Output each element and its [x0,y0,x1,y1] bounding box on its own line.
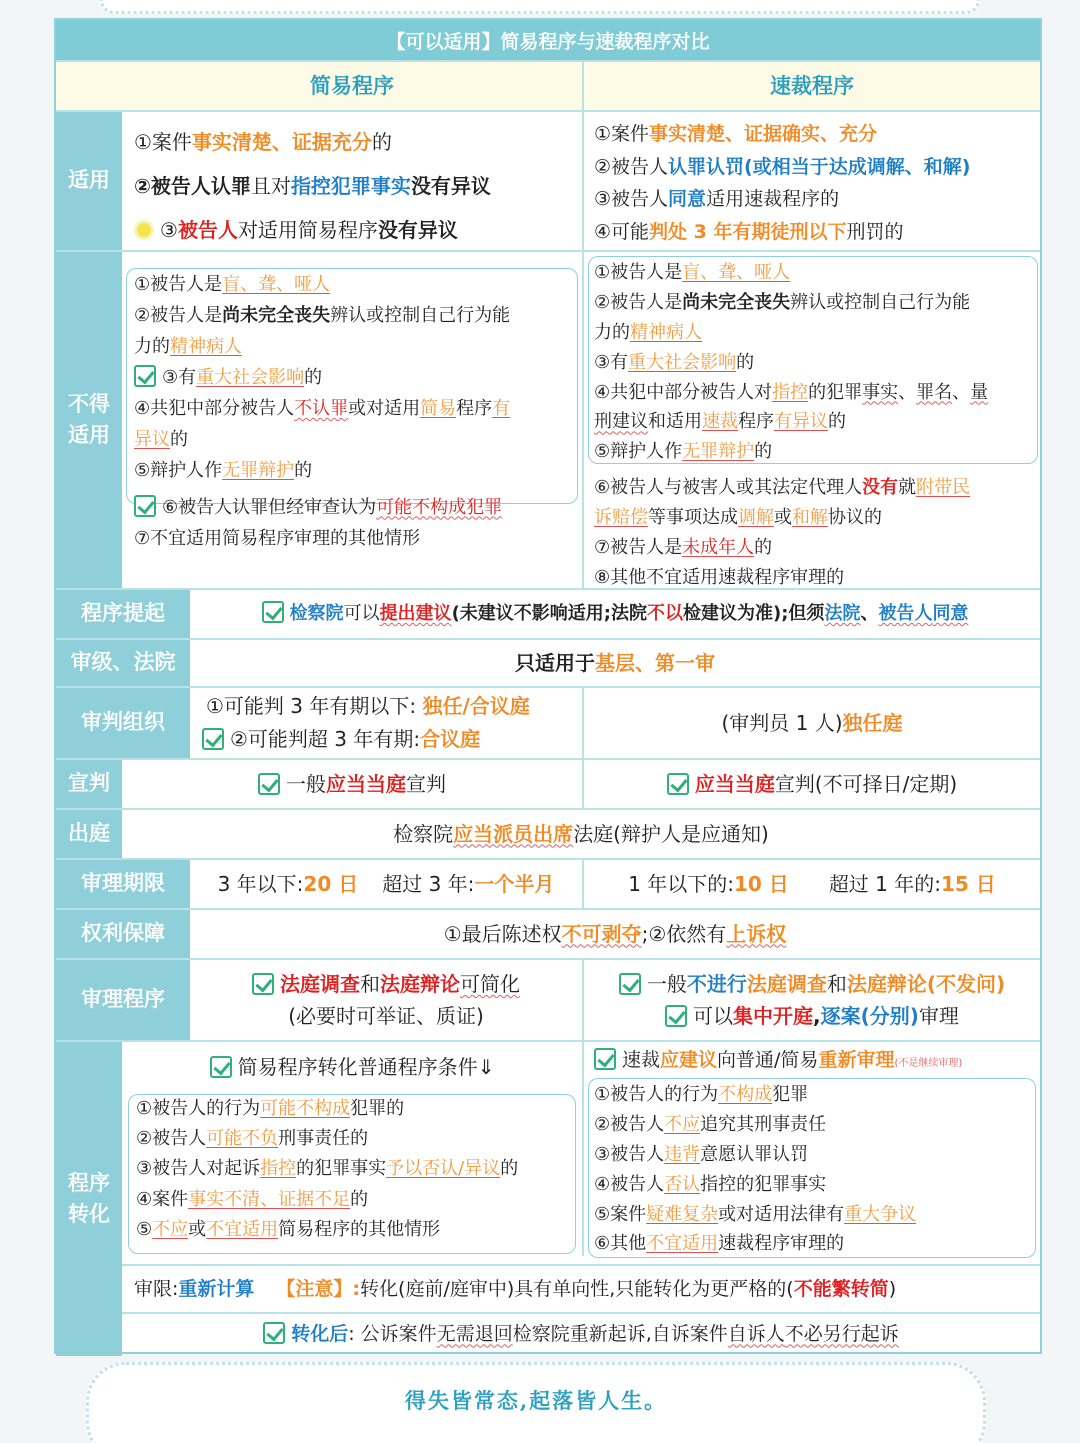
check-icon [594,1048,616,1070]
header-fast: 速裁程序 [584,62,1040,110]
verdict-simple: 一般应当当庭宣判 [122,760,582,808]
time-limit-simple: 3 年以下:20 日 超过 3 年:一个半月 [217,871,555,896]
conversion-note: 审限:重新计算 【注意】:转化(庭前/庭审中)具有单向性,只能转化为更严格的(不能繁转简) [134,1278,897,1301]
not-applicable-fast: ①被告人是盲、聋、哑人 ②被告人是尚未完全丧失辨认或控制自己行为能 力的精神病人 ③有重大社会影响的 ④共犯中部分被告人对指控的犯罪事实、罪名、量 刑建议和适用速裁程序有异议的 ⑤辩护人作无罪辩护的 ⑥被告人与被害人或其法定代理人没有就附带民 诉赔偿等事项达成调解或和解协议的 ⑦被告人是未成年人的 ⑧其他不宜适用速裁程序审理的 [594,262,989,588]
conversion-after: 转化后: 公诉案件无需退回检察院重新起诉,自诉案件自诉人不必另行起诉 [122,1314,1040,1356]
check-icon [210,1056,232,1078]
appearance-content: 检察院应当派员出席法庭(辩护人是应通知) [393,821,769,846]
label-trial-procedure: 审理程序 [56,960,190,1040]
row-not-applicable [56,250,1040,588]
row-organization [56,686,1040,758]
header-corner [56,62,122,110]
comparison-table [54,18,1042,1354]
check-icon [252,973,274,995]
row-rights [56,908,1040,958]
label-level: 审级、法院 [56,640,190,686]
rights-content: ①最后陈述权不可剥夺;②依然有上诉权 [443,921,787,946]
check-icon [262,601,284,623]
label-verdict: 宣判 [56,760,122,808]
table-title: 【可以适用】简易程序与速裁程序对比 [56,20,1040,60]
applicable-fast: ①案件事实清楚、证据确实、充分 ②被告人认罪认罚(或相当于达成调解、和解) ③被告人同意适用速裁程序的 ④可能判处 3 年有期徒刑以下刑罚的 [594,123,971,244]
label-not-applicable: 不得适用 [56,252,122,588]
check-icon [258,773,280,795]
level-content: 只适用于基层、第一审 [515,650,715,675]
check-icon [619,973,641,995]
header-simple: 简易程序 [122,62,582,110]
label-initiation: 程序提起 [56,590,190,638]
check-icon [665,1005,687,1027]
row-applicable [56,110,1040,250]
check-icon [263,1322,285,1344]
header-row [56,60,1040,110]
conversion-fast-title: 速裁应建议向普通/简易重新审理(不是继续审理) [594,1042,1038,1082]
conversion-simple: 简易程序转化普通程序条件⇓ [122,1042,582,1262]
organization-fast: (审判员 1 人)独任庭 [721,710,903,735]
label-rights: 权利保障 [56,910,190,958]
row-appearance [56,808,1040,858]
applicable-simple: ①案件事实清楚、证据充分的 ②被告人认罪且对指控犯罪事实没有异议 ③被告人对适用简易程序没有异议 [134,130,491,242]
trial-procedure-fast: 一般不进行法庭调查和法庭辩论(不发问) 可以集中开庭,逐案(分别)审理 [584,960,1040,1040]
not-applicable-simple: ①被告人是盲、聋、哑人 ②被告人是尚未完全丧失辨认或控制自己行为能 力的精神病人 ③有重大社会影响的 ④共犯中部分被告人不认罪或对适用简易程序有 异议的 ⑤辩护人作无罪辩护的 ⑥被告人认罪但经审查认为可能不构成犯罪 ⑦不宜适用简易程序审理的其他情形 [134,274,511,549]
check-icon [134,365,156,387]
highlight-dot-icon [134,220,154,240]
row-initiation [56,588,1040,638]
organization-simple: ①可能判 3 年有期以下: 独任/合议庭 ②可能判超 3 年有期:合议庭 [202,688,580,758]
footer-decoration [86,1362,986,1443]
label-applicable: 适用 [56,112,122,250]
row-verdict [56,758,1040,808]
label-organization: 审判组织 [56,688,190,758]
label-conversion: 程序转化 [56,1042,122,1356]
row-trial-procedure [56,958,1040,1040]
time-limit-fast: 1 年以下的:10 日 超过 1 年的:15 日 [628,871,996,896]
check-icon [134,495,156,517]
top-decoration [100,0,980,14]
check-icon [202,728,224,750]
trial-procedure-simple: 法庭调查和法庭辩论可简化 (必要时可举证、质证) [190,960,582,1040]
motto: 得失皆常态,起落皆人生。 [404,1388,668,1413]
conversion-simple-list: ①被告人的行为可能不构成犯罪的 ②被告人可能不负刑事责任的 ③被告人对起诉指控的犯罪事实予以否认/异议的 ④案件事实不清、证据不足的 ⑤不应或不宜适用简易程序的其他情形 [136,1098,519,1240]
check-icon [667,773,689,795]
verdict-fast: 应当当庭宣判(不可择日/定期) [584,760,1040,808]
initiation-content: 检察院可以提出建议(未建议不影响适用;法院不以检建议为准);但须法院、被告人同意 [190,590,1040,638]
label-appearance: 出庭 [56,810,122,858]
conversion-fast-list: ①被告人的行为不构成犯罪 ②被告人不应追究其刑事责任 ③被告人违背意愿认罪认罚 ④被告人否认指控的犯罪事实 ⑤案件疑难复杂或对适用法律有重大争议 ⑥其他不宜适用速裁程序审理的 [594,1084,917,1255]
label-time-limit: 审理期限 [56,860,190,908]
row-level [56,638,1040,686]
row-time-limit [56,858,1040,908]
row-conversion [56,1040,1040,1356]
